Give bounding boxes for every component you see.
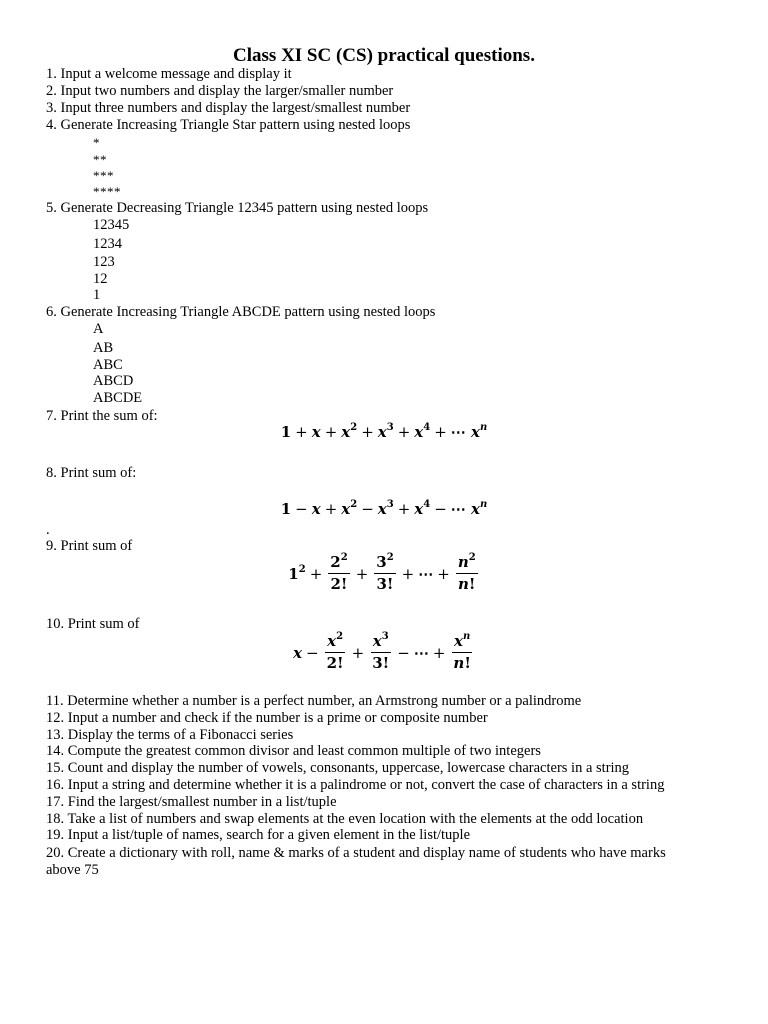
question-20-continuation: above 75 bbox=[46, 862, 99, 878]
stray-mark: . bbox=[46, 522, 50, 538]
question-4: 4. Generate Increasing Triangle Star pattern using nested loops bbox=[46, 117, 411, 133]
question-5: 5. Generate Decreasing Triangle 12345 pattern using nested loops bbox=[46, 200, 429, 216]
question-16: 16. Input a string and determine whether it is a palindrome or not, convert the case of characters in a string bbox=[46, 777, 665, 793]
question-12: 12. Input a number and check if the number is a prime or composite number bbox=[46, 710, 488, 726]
formula-q10: x − $\frac{x^2}{2!}$ + $\frac{x^3}{3!}$ − ⋯ + $\frac{x^n}{n!}$ bbox=[293, 631, 471, 672]
pattern-line: ABCD bbox=[93, 373, 134, 389]
question-17: 17. Find the largest/smallest number in a list/tuple bbox=[46, 794, 337, 810]
question-18: 18. Take a list of numbers and swap elements at the even location with the elements at the odd location bbox=[46, 811, 644, 827]
pattern-line: 12 bbox=[93, 271, 108, 287]
pattern-line: ** bbox=[93, 152, 107, 167]
question-7: 7. Print the sum of: bbox=[46, 408, 158, 424]
question-11: 11. Determine whether a number is a perfect number, an Armstrong number or a palindrome bbox=[46, 693, 582, 709]
formula-q9: $1^2$ + $\frac{2^2}{2!}$ + $\frac{3^2}{3!}$ + ⋯ + $\frac{n^2}{n!}$ bbox=[288, 552, 476, 593]
pattern-line: * bbox=[93, 135, 100, 150]
question-1: 1. Input a welcome message and display it bbox=[46, 66, 292, 82]
question-6: 6. Generate Increasing Triangle ABCDE pattern using nested loops bbox=[46, 304, 436, 320]
pattern-line: 1 bbox=[93, 287, 101, 303]
question-20: 20. Create a dictionary with roll, name & marks of a student and display name of students who have marks bbox=[46, 845, 666, 861]
formula-q8: $1 - x + x^2 - x^3 + x^4$ − ⋯ $x^n$ bbox=[280, 499, 488, 518]
question-2: 2. Input two numbers and display the larger/smaller number bbox=[46, 83, 394, 99]
question-9: 9. Print sum of bbox=[46, 538, 133, 554]
pattern-line: ABC bbox=[93, 357, 123, 373]
pattern-line: AB bbox=[93, 340, 114, 356]
question-15: 15. Count and display the number of vowels, consonants, uppercase, lowercase characters in a string bbox=[46, 760, 630, 776]
pattern-line: *** bbox=[93, 168, 114, 183]
question-14: 14. Compute the greatest common divisor and least common multiple of two integers bbox=[46, 743, 541, 759]
page-title: Class XI SC (CS) practical questions. bbox=[233, 45, 535, 66]
question-19: 19. Input a list/tuple of names, search for a given element in the list/tuple bbox=[46, 827, 471, 843]
question-13: 13. Display the terms of a Fibonacci series bbox=[46, 727, 294, 743]
formula-q7: $1 + x + x^2 + x^3 + x^4$ + ⋯ $x^n$ bbox=[280, 422, 488, 441]
pattern-line: A bbox=[93, 321, 104, 337]
question-10: 10. Print sum of bbox=[46, 616, 140, 632]
question-3: 3. Input three numbers and display the largest/smallest number bbox=[46, 100, 411, 116]
pattern-line: **** bbox=[93, 184, 121, 199]
pattern-line: 1234 bbox=[93, 236, 122, 252]
pattern-line: 12345 bbox=[93, 217, 130, 233]
pattern-line: ABCDE bbox=[93, 390, 143, 406]
pattern-line: 123 bbox=[93, 254, 115, 270]
question-8: 8. Print sum of: bbox=[46, 465, 137, 481]
